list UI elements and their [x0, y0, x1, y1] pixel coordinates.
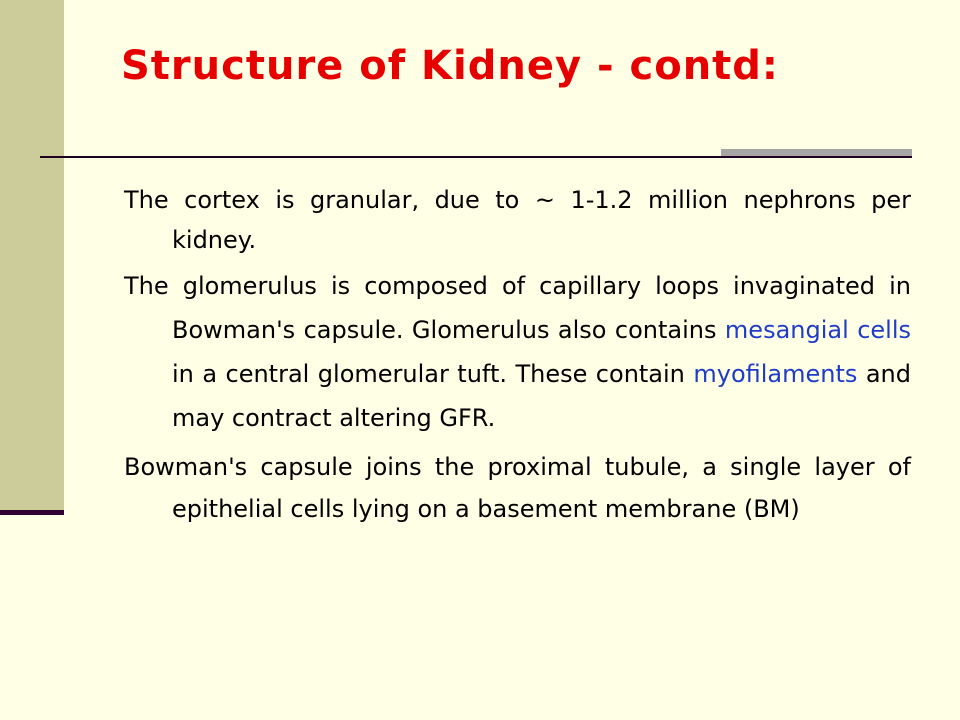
paragraph-cortex — [124, 180, 911, 260]
title-divider-block — [721, 149, 912, 156]
paragraph-text: and may contract altering GFR. — [172, 360, 912, 432]
highlight-mesangial-cells: mesangial cells — [724, 316, 911, 344]
highlight-myofilaments: myofilaments — [693, 360, 858, 388]
slide-body — [124, 180, 911, 530]
paragraph-glomerulus — [124, 264, 911, 440]
paragraph-text: Bowman's capsule joins the proximal tubule, a single layer of epithelial cells lying on a basement membrane (BM) — [124, 453, 911, 523]
slide-title: Structure of Kidney - contd: — [121, 43, 779, 89]
paragraph-bowmans-capsule — [124, 446, 911, 530]
paragraph-text: in a central glomerular tuft. These contain — [172, 360, 694, 388]
left-bar-accent-line — [0, 510, 64, 515]
title-divider-line — [40, 156, 912, 158]
paragraph-text: The cortex is granular, due to ~ 1-1.2 million nephrons per kidney. — [124, 186, 911, 254]
paragraph-text: The glomerulus is composed of capillary loops invaginated in Bowman's capsule. Glomerulus also contains — [124, 272, 911, 344]
left-decorative-bar — [0, 0, 64, 510]
